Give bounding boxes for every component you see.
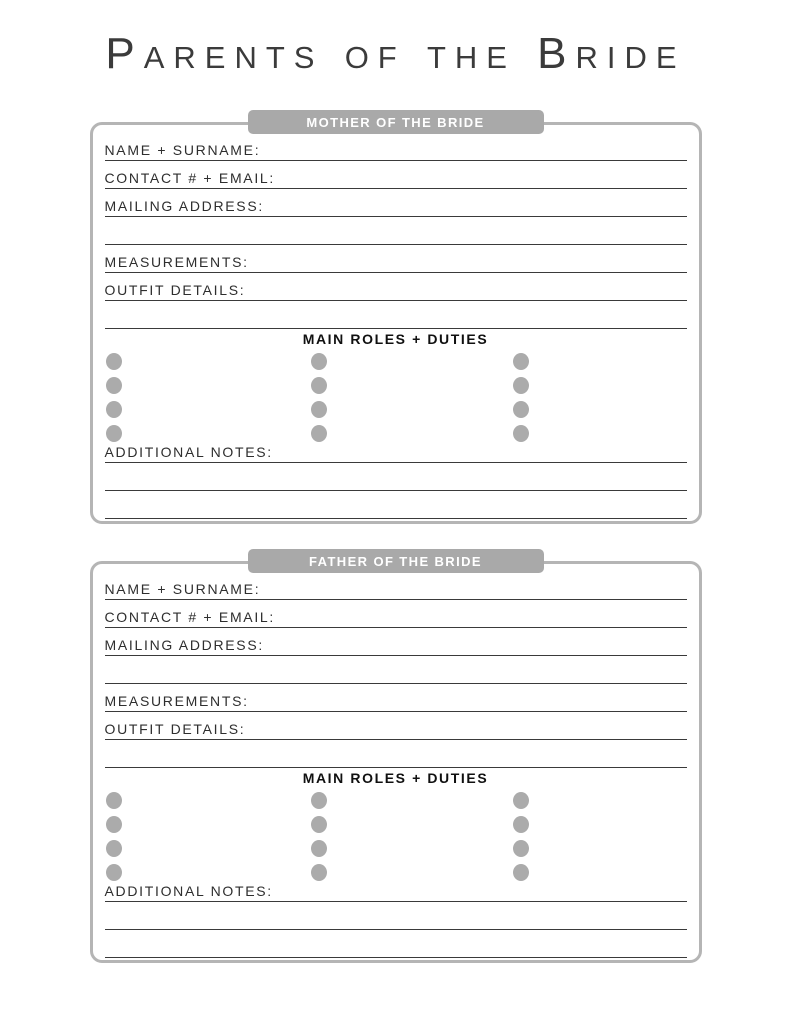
bullet-dot	[311, 377, 327, 394]
bullet-column	[513, 349, 687, 445]
bullet-dot	[106, 353, 122, 370]
bullet-dot	[106, 401, 122, 418]
outfit-details-line[interactable]	[105, 273, 687, 301]
bullet-dot	[106, 864, 122, 881]
bullet-dot	[513, 816, 529, 833]
additional-notes-line[interactable]	[105, 884, 687, 902]
bullet-dot	[513, 840, 529, 857]
blank-write-line[interactable]	[105, 463, 687, 491]
bullet-dot	[106, 816, 122, 833]
bullet-column	[311, 349, 513, 445]
bullet-column	[513, 788, 687, 884]
section-box	[90, 561, 702, 963]
field-label: MEASUREMENTS:	[104, 254, 249, 271]
blank-write-line[interactable]	[105, 902, 687, 930]
field-label: ADDITIONAL NOTES:	[104, 444, 273, 461]
bullet-column	[106, 788, 311, 884]
bullet-dot	[311, 792, 327, 809]
field-label: MAILING ADDRESS:	[104, 637, 264, 654]
field-label: MEASUREMENTS:	[104, 693, 249, 710]
bullet-dot	[513, 401, 529, 418]
field-label: OUTFIT DETAILS:	[104, 721, 246, 738]
mailing-address-extra-line[interactable]	[105, 217, 687, 245]
field-label: ADDITIONAL NOTES:	[104, 883, 273, 900]
measurements-line[interactable]	[105, 684, 687, 712]
mailing-address-line[interactable]	[105, 628, 687, 656]
bullet-dot	[311, 353, 327, 370]
bullet-dot	[513, 425, 529, 442]
bullet-dot	[513, 377, 529, 394]
blank-write-line[interactable]	[105, 491, 687, 519]
roles-duties-heading: MAIN ROLES + DUTIES	[302, 770, 489, 786]
outfit-details-extra-line[interactable]	[105, 740, 687, 768]
field-label: CONTACT # + EMAIL:	[104, 170, 276, 187]
section-header-label: FATHER OF THE BRIDE	[309, 553, 482, 569]
section-header-badge	[248, 110, 544, 134]
section-header-badge	[248, 549, 544, 573]
contact-email-line[interactable]	[105, 600, 687, 628]
roles-duties-heading: MAIN ROLES + DUTIES	[302, 331, 489, 347]
bullet-dot	[513, 864, 529, 881]
mailing-address-extra-line[interactable]	[105, 656, 687, 684]
measurements-line[interactable]	[105, 245, 687, 273]
field-label: MAILING ADDRESS:	[104, 198, 264, 215]
additional-notes-line[interactable]	[105, 445, 687, 463]
field-label: CONTACT # + EMAIL:	[104, 609, 276, 626]
roles-bullet-grid	[105, 788, 687, 884]
contact-email-line[interactable]	[105, 161, 687, 189]
section-father-of-the-bride	[90, 549, 702, 963]
bullet-dot	[106, 425, 122, 442]
bullet-dot	[106, 377, 122, 394]
bullet-dot	[311, 864, 327, 881]
bullet-column	[311, 788, 513, 884]
section-header-label: MOTHER OF THE BRIDE	[306, 114, 485, 130]
bullet-column	[106, 349, 311, 445]
bullet-dot	[311, 840, 327, 857]
outfit-details-line[interactable]	[105, 712, 687, 740]
bullet-dot	[311, 401, 327, 418]
name-surname-line[interactable]	[105, 133, 687, 161]
roles-bullet-grid	[105, 349, 687, 445]
name-surname-line[interactable]	[105, 572, 687, 600]
field-label: NAME + SURNAME:	[104, 581, 261, 598]
bullet-dot	[513, 353, 529, 370]
outfit-details-extra-line[interactable]	[105, 301, 687, 329]
bullet-dot	[311, 816, 327, 833]
bullet-dot	[106, 792, 122, 809]
bullet-dot	[311, 425, 327, 442]
section-mother-of-the-bride	[90, 110, 702, 524]
bullet-dot	[106, 840, 122, 857]
field-label: OUTFIT DETAILS:	[104, 282, 246, 299]
field-label: NAME + SURNAME:	[104, 142, 261, 159]
blank-write-line[interactable]	[105, 930, 687, 958]
bullet-dot	[513, 792, 529, 809]
section-box	[90, 122, 702, 524]
page-title: Parents of the Bride	[105, 29, 686, 78]
mailing-address-line[interactable]	[105, 189, 687, 217]
